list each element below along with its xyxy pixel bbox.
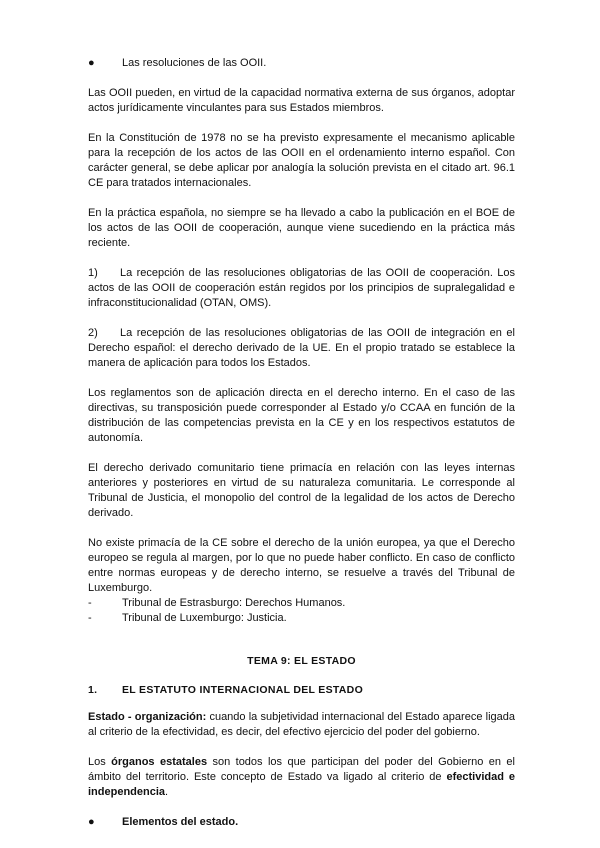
paragraph-organos [88, 755, 515, 800]
dash-item-luxemburgo [88, 611, 515, 626]
dash-mark: - [88, 597, 92, 609]
numbered-item-2 [88, 326, 515, 371]
bullet-resoluciones [88, 56, 515, 71]
estado-definition: cuando la subjetividad internacional del Estado aparece ligada al criterio de la efectividad, es decir, del efectivo ejercicio del poder del gobierno. [88, 711, 515, 738]
numbered-item-1 [88, 266, 515, 311]
section-number: 1. [88, 684, 98, 696]
item-text: La recepción de las resoluciones obligatorias de las OOII de integración en el Derecho español: el derecho derivado de la UE. En el propio tratado se establece la manera de aplicación para todos los Estados. [88, 327, 515, 369]
dash-mark: - [88, 612, 92, 624]
paragraph-reglamentos: Los reglamentos son de aplicación directa en el derecho interno. En el caso de las directivas, su transposición puede corresponder al Estado y/o CCAA en función de la distribución de las competencias prevista en la CE y en los respectivos estatutos de autonomía. [88, 387, 515, 444]
bullet-icon: ● [88, 816, 95, 828]
organos-end: . [165, 786, 169, 798]
paragraph-practica: En la práctica española, no siempre se ha llevado a cabo la publicación en el BOE de los actos de las OOII de cooperación, aunque viene sucediendo en la práctica más reciente. [88, 207, 515, 249]
page-content [88, 56, 515, 830]
term-organos: órganos estatales [111, 756, 208, 768]
tema-title: TEMA 9: EL ESTADO [247, 655, 356, 667]
dash-item-estrasburgo [88, 596, 515, 611]
paragraph-derivado: El derecho derivado comunitario tiene primacía en relación con las leyes internas anteriores y posteriores en virtud de su naturaleza comunitaria. Le corresponde al Tribunal de Justicia, el monopolio del control de la legalidad de los actos de Derecho derivado. [88, 462, 515, 519]
section-heading [88, 683, 515, 698]
dash-text: Tribunal de Estrasburgo: Derechos Humanos. [122, 597, 346, 609]
term-efectividad: efectividad e independencia [88, 771, 516, 798]
bullet-icon: ● [88, 57, 95, 69]
bullet-text: Las resoluciones de las OOII. [122, 57, 267, 69]
paragraph-primacia: No existe primacía de la CE sobre el derecho de la unión europea, ya que el Derecho europeo se regula al margen, por lo que no puede haber conflicto. En caso de conflicto entre normas europeas y de derecho interno, se resuelve a través del Tribunal de Luxemburgo. [88, 537, 515, 594]
item-number: 1) [88, 267, 98, 279]
term-estado: Estado - organización: [88, 711, 207, 723]
paragraph-capacidad: Las OOII pueden, en virtud de la capacidad normativa externa de sus órganos, adoptar actos jurídicamente vinculantes para sus Estados miembros. [88, 87, 515, 114]
section-title: EL ESTATUTO INTERNACIONAL DEL ESTADO [122, 684, 364, 696]
paragraph-constitucion: En la Constitución de 1978 no se ha previsto expresamente el mecanismo aplicable para la recepción de los actos de las OOII en el ordenamiento interno español. Con carácter general, se debe aplicar por analogía la solución prevista en el citado art. 96.1 CE para tratados internacionales. [88, 132, 515, 189]
item-text: La recepción de las resoluciones obligatorias de las OOII de cooperación. Los actos de las OOII de cooperación están regidos por los principios de supralegalidad e infraconstitucionalidad (OTAN, OMS). [88, 267, 515, 309]
organos-pre: Los [88, 756, 112, 768]
dash-text: Tribunal de Luxemburgo: Justicia. [122, 612, 287, 624]
item-number: 2) [88, 327, 98, 339]
bullet-text: Elementos del estado. [122, 816, 239, 828]
paragraph-estado [88, 710, 515, 740]
bullet-elementos [88, 815, 515, 830]
organos-mid: son todos los que participan del poder del Gobierno en el ámbito del territorio. Este concepto de Estado va ligado al criterio de [88, 756, 515, 783]
